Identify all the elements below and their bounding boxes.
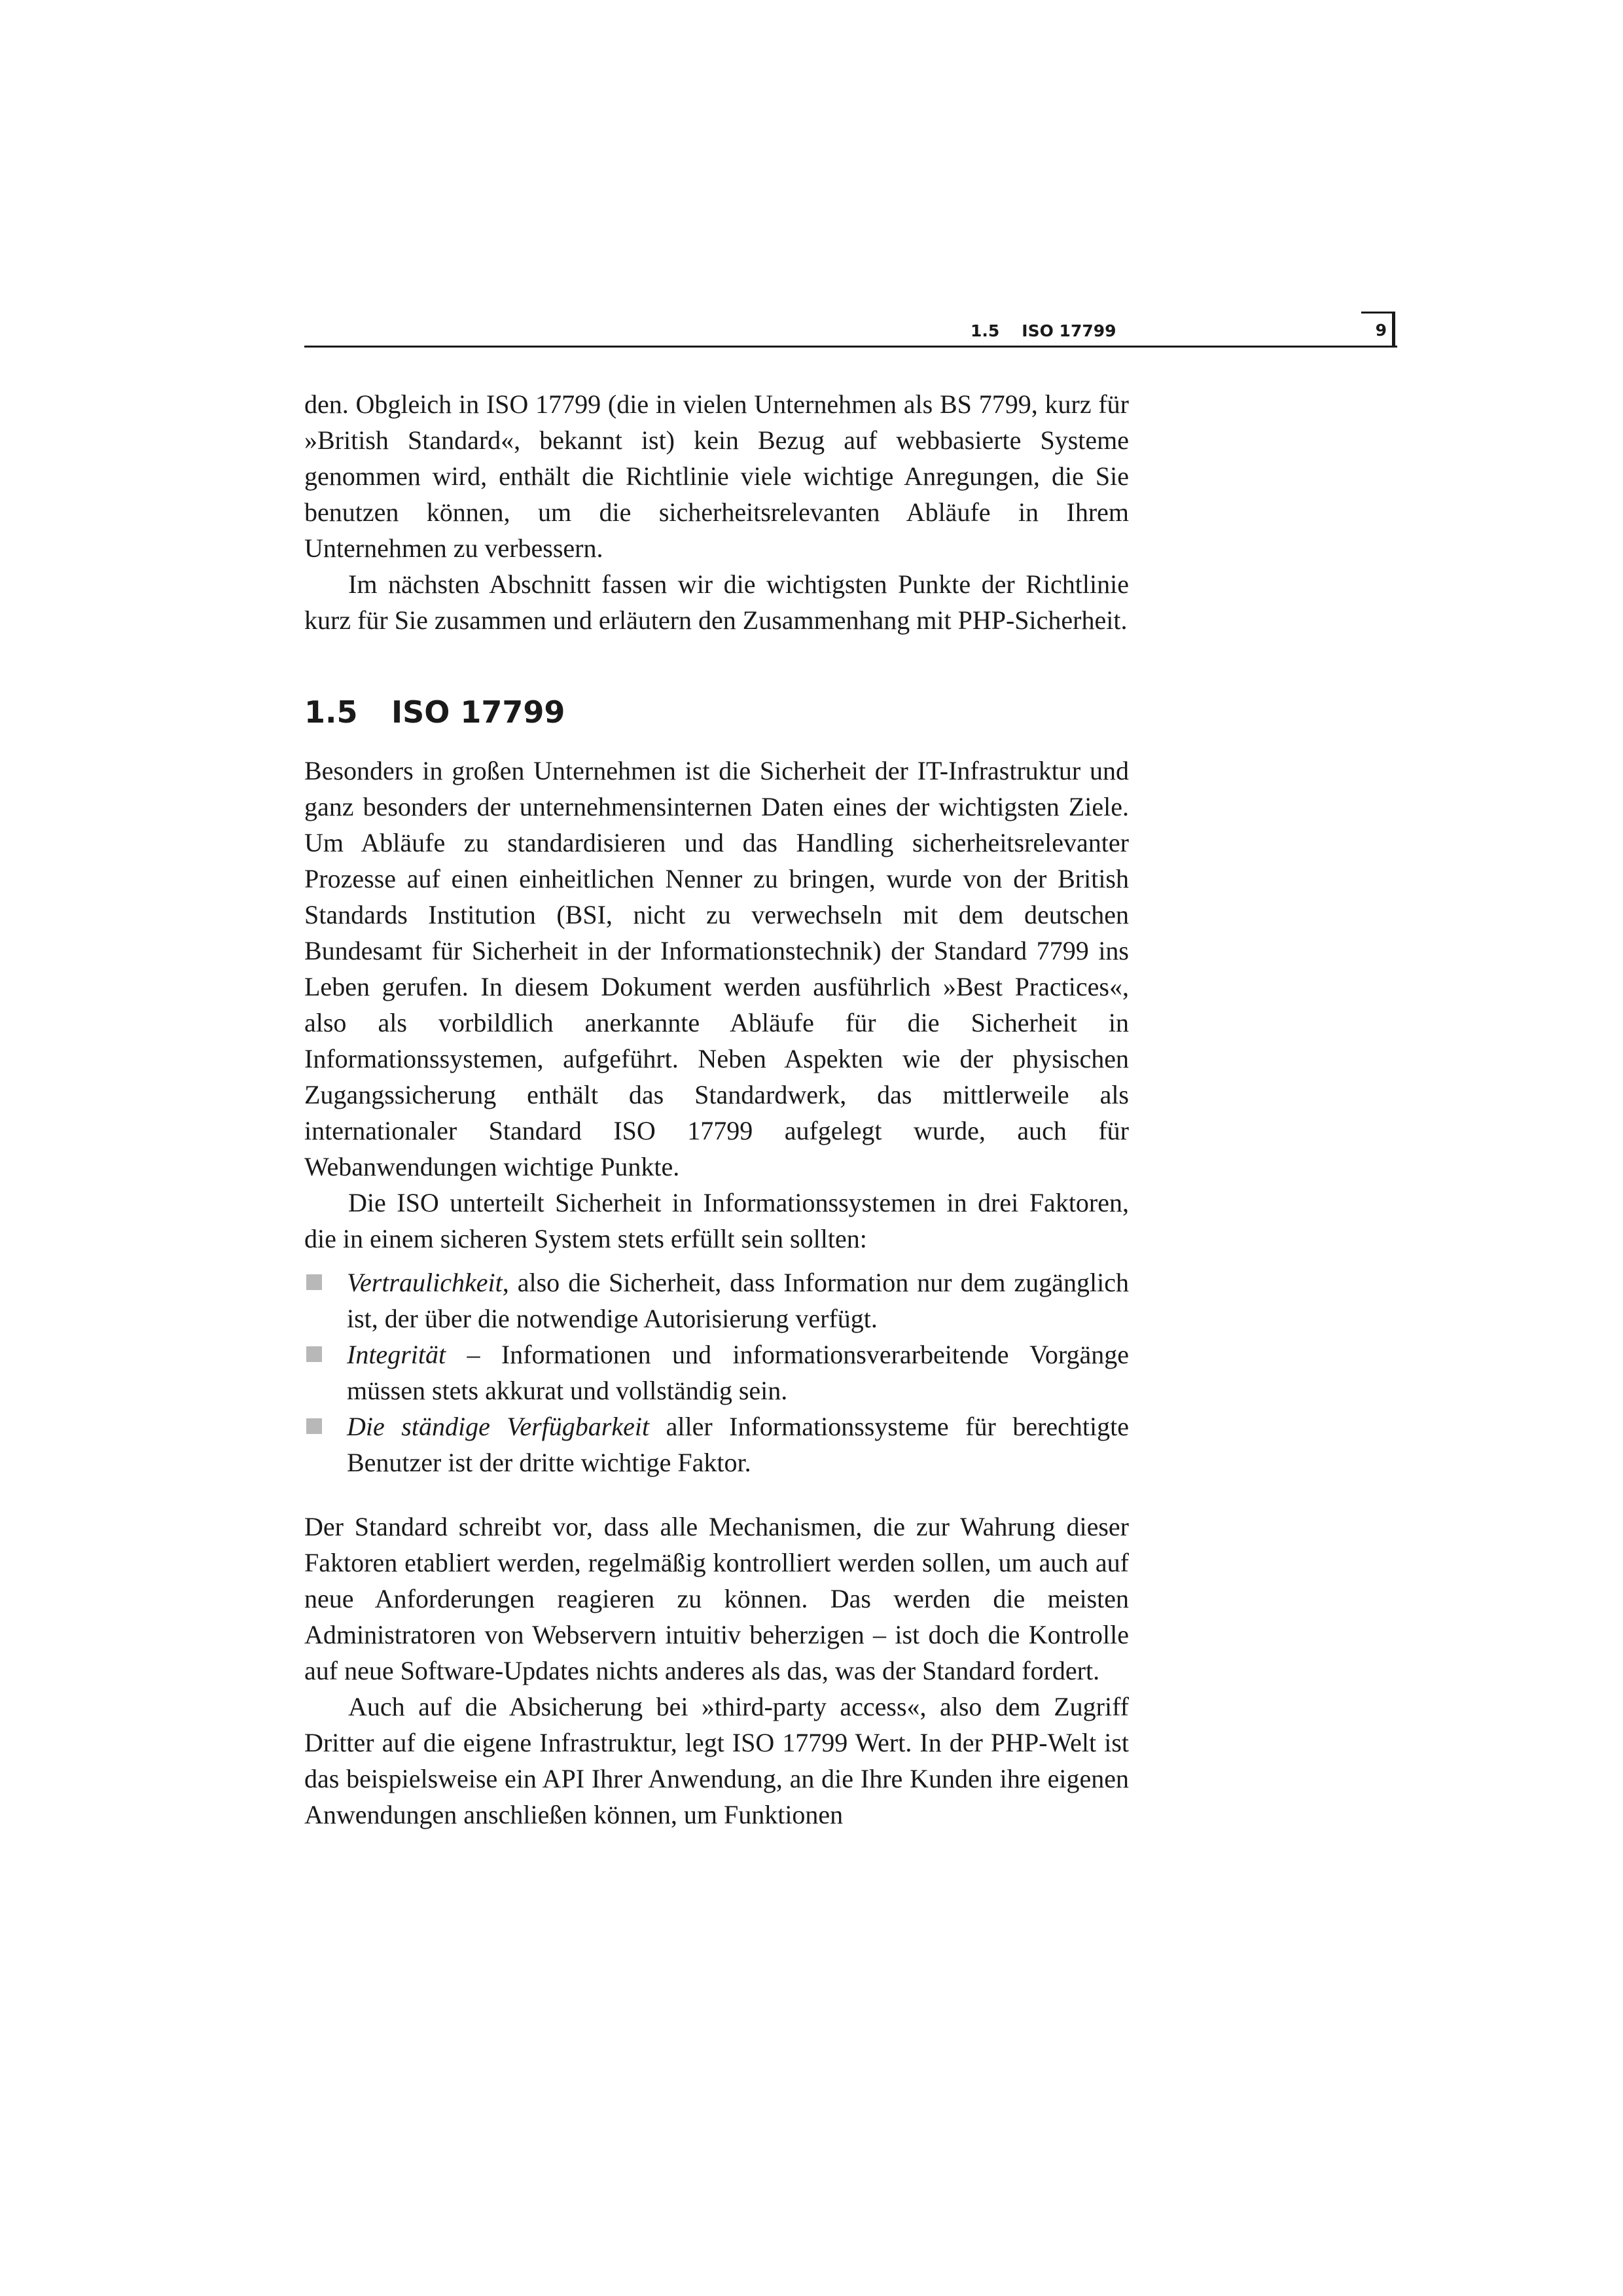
header-section-title: ISO 17799 <box>1022 321 1116 340</box>
header-section-label <box>971 321 1116 340</box>
list-item-term: Integrität <box>347 1340 446 1369</box>
list-item-term: Vertraulichkeit <box>347 1268 503 1297</box>
section-paragraph-2: Die ISO unterteilt Sicherheit in Informationssystemen in drei Faktoren, die in einem sicheren System stets erfüllt sein sollten: <box>304 1188 1129 1253</box>
running-header <box>304 313 1397 348</box>
intro-paragraph-1: den. Obgleich in ISO 17799 (die in vielen Unternehmen als BS 7799, kurz für »British Standard«, bekannt ist) kein Bezug auf webbasierte Systeme genommen wird, enthält die Richtlinie viele wichtige Anregungen, die Sie benutzen können, um die sicherheitsrelevanten Abläufe in Ihrem Unternehmen zu verbessern. <box>304 389 1129 563</box>
section-paragraph-4: Auch auf die Absicherung bei »third-party access«, also dem Zugriff Dritter auf die eigene Infrastruktur, legt ISO 17799 Wert. In der PHP-Welt ist das beispielsweise ein API Ihrer Anwendung, an die Ihre Kunden ihre eigenen Anwendungen anschließen können, um Funktionen <box>304 1692 1129 1829</box>
section-heading-title: ISO 17799 <box>391 694 565 730</box>
list-item <box>304 1408 1129 1480</box>
square-bullet-icon <box>306 1274 322 1290</box>
section-heading-number: 1.5 <box>304 694 358 730</box>
section-heading <box>304 692 1129 732</box>
list-item-text: aller Informationssysteme für berechtigte Benutzer ist der dritte wichtige Faktor. <box>347 1412 1129 1477</box>
list-item-text: , also die Sicherheit, dass Information nur dem zugänglich ist, der über die notwendige Autorisierung verfügt. <box>347 1268 1129 1333</box>
square-bullet-icon <box>306 1346 322 1362</box>
list-item <box>304 1336 1129 1408</box>
list-item-text: – Informationen und informationsverarbeitende Vorgänge müssen stets akkurat und vollständig sein. <box>347 1340 1129 1405</box>
text-column <box>304 386 1129 1833</box>
list-item-term: Die ständige Verfügbarkeit <box>347 1412 650 1441</box>
square-bullet-icon <box>306 1418 322 1434</box>
list-item <box>304 1265 1129 1336</box>
section-paragraph-1: Besonders in großen Unternehmen ist die Sicherheit der IT-Infrastruktur und ganz besonders der unternehmensinternen Daten eines der wichtigsten Ziele. Um Abläufe zu standardisieren und das Handling sicherheitsrelevanter Prozesse auf einen einheitlichen Nenner zu bringen, wurde von der British Standards Institution (BSI, nicht zu verwechseln mit dem deutschen Bundesamt für Sicherheit in der Informationstechnik) der Standard 7799 ins Leben gerufen. In diesem Dokument werden ausführlich »Best Practices«, also als vorbildlich anerkannte Abläufe für die Sicherheit in Informationssystemen, aufgeführt. Neben Aspekten wie der physischen Zugangssicherung enthält das Standardwerk, das mittlerweile als internationaler Standard ISO 17799 aufgelegt wurde, auch für Webanwendungen wichtige Punkte. <box>304 756 1129 1181</box>
header-section-number: 1.5 <box>971 321 1000 340</box>
intro-paragraph-2: Im nächsten Abschnitt fassen wir die wichtigsten Punkte der Richtlinie kurz für Sie zusammen und erläutern den Zusammenhang mit PHP-Sicherheit. <box>304 569 1129 635</box>
section-paragraph-3: Der Standard schreibt vor, dass alle Mechanismen, die zur Wahrung dieser Faktoren etabliert werden, regelmäßig kontrolliert werden sollen, um auch auf neue Anforderungen reagieren zu können. Das werden die meisten Administratoren von Webservern intuitiv beherzigen – ist doch die Kontrolle auf neue Software-Updates nichts anderes als das, was der Standard fordert. <box>304 1512 1129 1685</box>
bullet-list <box>304 1265 1129 1480</box>
page-number: 9 <box>1361 312 1395 347</box>
